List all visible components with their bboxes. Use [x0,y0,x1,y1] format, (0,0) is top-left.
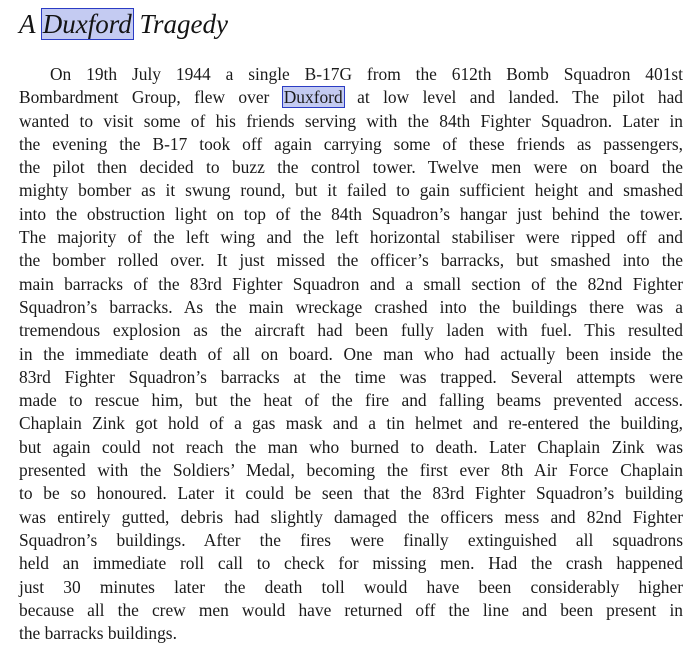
title-search-highlight[interactable]: Duxford [42,9,132,39]
text-line: On 19th July 1944 a single B-17G from the 612th Bomb Squadron 401st [50,64,683,84]
text-line: tremendous explosion as the aircraft had been fully laden with fuel. This resulted [19,320,683,341]
text-line: the evening the B-17 took off again carrying some of these friends as passengers, [19,133,683,154]
text-line: The majority of the left wing and the left horizontal stabiliser were ripped off and [19,227,683,248]
text-fragment: at low level and landed. The pilot had [343,87,683,108]
text-line: but again could not reach the man who burned to death. Later Chaplain Zink was [19,436,683,457]
text-fragment: Bombardment Group, flew over [19,87,283,108]
text-line: was entirely gutted, debris had slightly damaged the officers mess and 82nd Fighter [19,506,683,527]
text-line [19,86,683,109]
body-search-highlight[interactable]: Duxford [283,87,343,108]
text-line: held an immediate roll call to check for missing men. Had the crash happened [19,553,683,574]
text-line: the barracks buildings. [19,623,177,644]
text-line: wanted to visit some of his friends serving with the 84th Fighter Squadron. Later in [19,110,683,131]
text-line: Chaplain Zink got hold of a gas mask and a tin helmet and re-entered the building, [19,413,683,434]
text-line: the pilot then decided to buzz the control tower. Twelve men were on board the [19,157,683,178]
text-line: just 30 minutes later the death toll would have been considerably higher [19,576,683,597]
text-line: because all the crew men would have returned off the line and been present in [19,599,683,620]
text-line: Squadron’s barracks. As the main wreckage crashed into the buildings there was a [19,296,683,317]
text-line: made to rescue him, but the heat of the fire and falling beams prevented access. [19,390,683,411]
article-title [19,7,228,41]
text-line: presented with the Soldiers’ Medal, becoming the first ever 8th Air Force Chaplain [19,460,683,481]
text-line: main barracks of the 83rd Fighter Squadron and a small section of the 82nd Fighter [19,273,683,294]
title-prefix: A [19,9,42,39]
title-suffix: Tragedy [132,9,229,39]
article-body [19,63,683,645]
text-line: mighty bomber as it swung round, but it failed to gain sufficient height and smashed [19,180,683,201]
text-line: to be so honoured. Later it could be seen that the 83rd Fighter Squadron’s building [19,483,683,504]
text-line: Squadron’s buildings. After the fires were finally extinguished all squadrons [19,529,683,550]
text-line: into the obstruction light on top of the 84th Squadron’s hangar just behind the tower. [19,203,683,224]
text-line: in the immediate death of all on board. One man who had actually been inside the [19,343,683,364]
text-line: 83rd Fighter Squadron’s barracks at the time was trapped. Several attempts were [19,366,683,387]
text-line: the bomber rolled over. It just missed the officer’s barracks, but smashed into the [19,250,683,271]
